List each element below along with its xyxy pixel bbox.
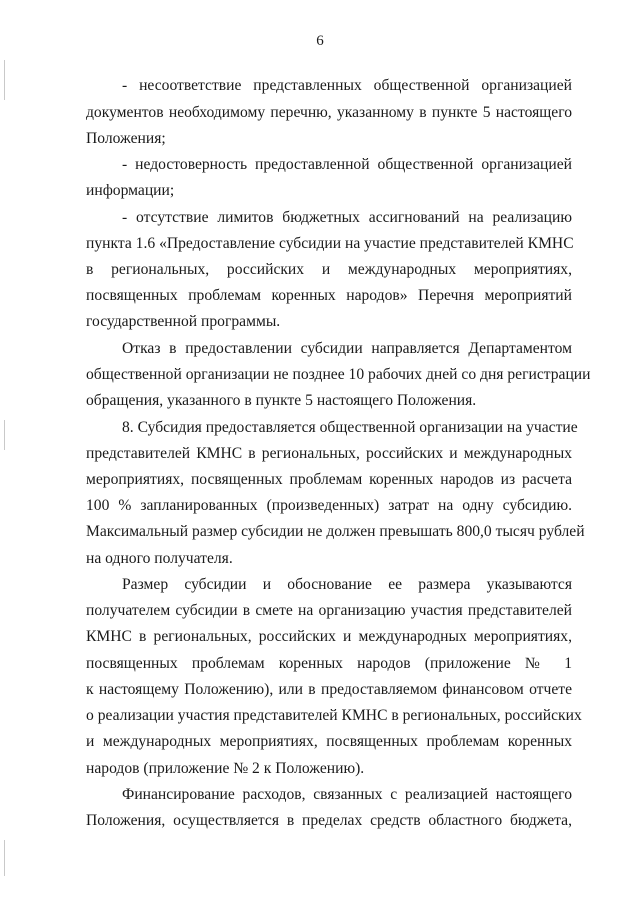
text-line: КМНС в региональных, российских и международных мероприятиях, xyxy=(86,628,572,645)
text-line: государственной программы. xyxy=(86,313,281,330)
text-line: посвященных проблемам коренных народов (приложение № 1 xyxy=(86,655,572,672)
text-line: информации; xyxy=(86,182,175,199)
text-line: Размер субсидии и обоснование ее размера указываются xyxy=(122,576,572,593)
text-line: документов необходимому перечню, указанному в пункте 5 настоящего xyxy=(86,104,572,121)
text-line: обращения, указанного в пункте 5 настоящего Положения. xyxy=(86,392,477,409)
text-line: на одного получателя. xyxy=(86,550,233,567)
text-line: и международных мероприятиях, посвященных проблемам коренных xyxy=(86,733,572,750)
text-line: - отсутствие лимитов бюджетных ассигнований на реализацию xyxy=(122,209,572,226)
text-line: Положения; xyxy=(86,130,166,147)
text-line: - недостоверность предоставленной общественной организацией xyxy=(122,156,572,173)
text-line: пункта 1.6 «Предоставление субсидии на участие представителей КМНС xyxy=(86,235,574,252)
text-line: общественной организации не позднее 10 рабочих дней со дня регистрации xyxy=(86,366,591,383)
text-line: к настоящему Положению), или в предоставляемом финансовом отчете xyxy=(86,681,572,698)
text-line: в региональных, российских и международных мероприятиях, xyxy=(86,261,572,278)
text-line: Положения, осуществляется в пределах средств областного бюджета, xyxy=(86,812,572,829)
page-number: 6 xyxy=(316,33,324,49)
text-line: 8. Субсидия предоставляется общественной организации на участие xyxy=(122,419,578,436)
text-line: мероприятиях, посвященных проблемам коренных народов из расчета xyxy=(86,471,572,488)
text-line: народов (приложение № 2 к Положению). xyxy=(86,760,365,777)
text-line: Максимальный размер субсидии не должен превышать 800,0 тысяч рублей xyxy=(86,523,585,540)
scan-edge-mark xyxy=(4,840,5,876)
text-line: 100 % запланированных (произведенных) затрат на одну субсидию. xyxy=(86,497,572,514)
scan-edge-mark xyxy=(4,420,5,450)
text-line: Отказ в предоставлении субсидии направляется Департаментом xyxy=(122,340,572,357)
text-line: - несоответствие представленных общественной организацией xyxy=(122,77,572,94)
text-line: посвященных проблемам коренных народов» Перечня мероприятий xyxy=(86,287,572,304)
text-line: о реализации участия представителей КМНС в региональных, российских xyxy=(86,707,582,724)
text-line: получателем субсидии в смете на организацию участия представителей xyxy=(86,602,572,619)
text-line: представителей КМНС в региональных, российских и международных xyxy=(86,445,572,462)
text-line: Финансирование расходов, связанных с реализацией настоящего xyxy=(122,786,572,803)
scan-edge-mark xyxy=(4,60,5,100)
